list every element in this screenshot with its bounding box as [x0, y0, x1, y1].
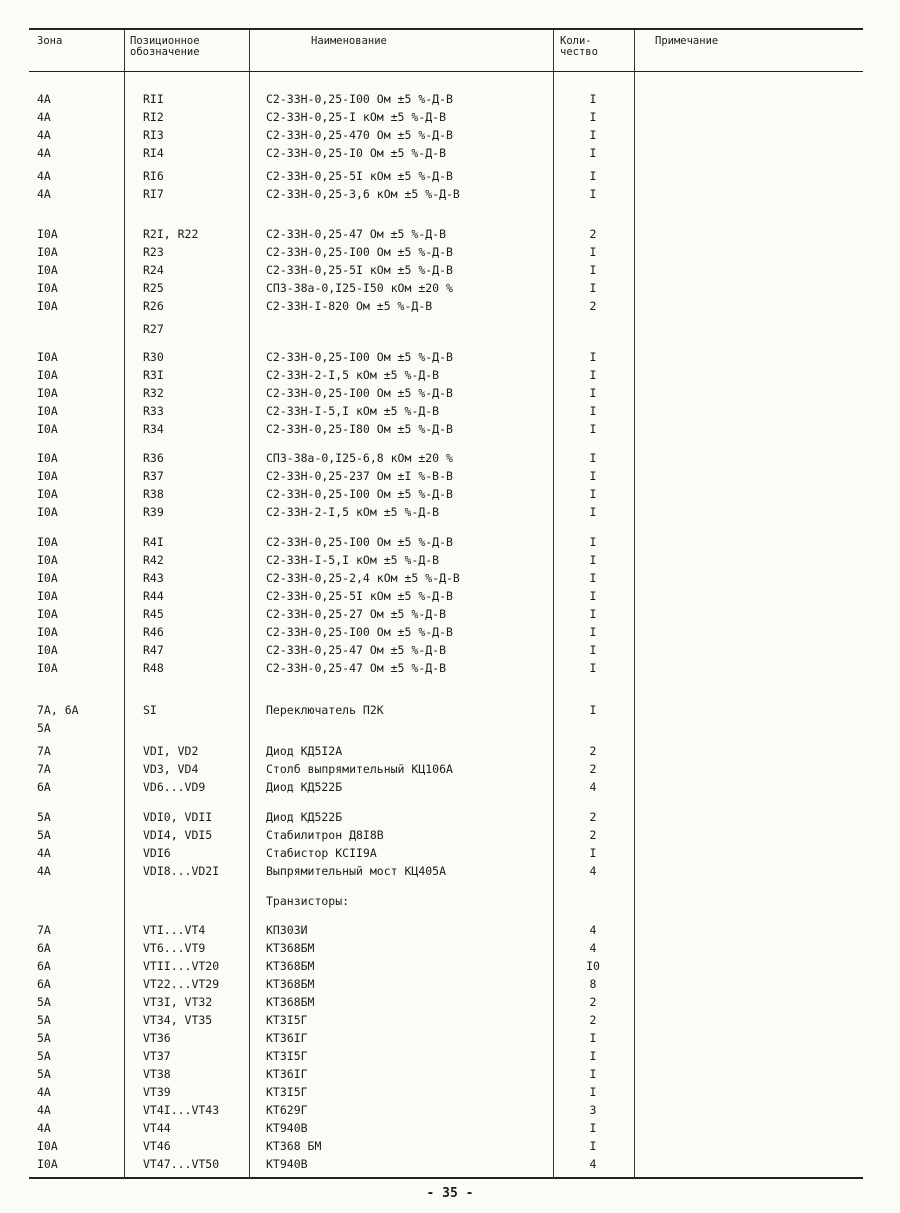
position-cell: R2I, R22	[143, 227, 199, 241]
table-row	[29, 760, 863, 778]
zone-cell: 4А	[37, 846, 51, 860]
name-cell: С2-33Н-0,25-5I кОм ±5 %-Д-В	[266, 263, 453, 277]
quantity-cell: I	[589, 404, 597, 418]
quantity-cell: I	[589, 469, 597, 483]
quantity-cell: 2	[589, 995, 597, 1009]
table-row	[29, 90, 863, 108]
table-row	[29, 1029, 863, 1047]
page-number: - 35 -	[426, 1186, 474, 1201]
header-name: Наименование	[311, 35, 387, 47]
name-cell: С2-33Н-I-5,I кОм ±5 %-Д-В	[266, 404, 440, 418]
position-cell: R46	[143, 625, 164, 639]
position-cell: RI2	[143, 110, 164, 124]
zone-cell: 5А	[37, 828, 51, 842]
position-cell: VT34, VT35	[143, 1013, 213, 1027]
name-cell: Выпрямительный мост КЦ405А	[266, 864, 447, 878]
position-cell: R43	[143, 571, 164, 585]
table-row	[29, 485, 863, 503]
zone-cell: I0А	[37, 422, 58, 436]
name-cell: КТ368БМ	[266, 995, 315, 1009]
table-row	[29, 1155, 863, 1173]
zone-cell: 7А	[37, 762, 51, 776]
position-cell: RI6	[143, 169, 164, 183]
table-row	[29, 778, 863, 796]
position-cell: R36	[143, 451, 164, 465]
position-cell: R27	[143, 322, 164, 336]
position-cell: VDI0, VDII	[143, 810, 213, 824]
zone-cell: 4А	[37, 864, 51, 878]
name-cell: СП3-38а-0,I25-I50 кОм ±20 %	[266, 281, 453, 295]
name-cell: КТ368БМ	[266, 941, 315, 955]
quantity-cell: I	[589, 1031, 597, 1045]
table-row	[29, 862, 863, 880]
position-cell: VT46	[143, 1139, 171, 1153]
zone-cell: I0А	[37, 625, 58, 639]
name-cell: С2-33Н-0,25-I00 Ом ±5 %-Д-В	[266, 350, 453, 364]
zone-cell: 4А	[37, 169, 51, 183]
zone-cell: 4А	[37, 92, 51, 106]
position-cell: RI3	[143, 128, 164, 142]
quantity-cell: I	[589, 571, 597, 585]
table-row	[29, 420, 863, 438]
zone-cell: 4А	[37, 1121, 51, 1135]
table-row	[29, 1119, 863, 1137]
position-cell: R42	[143, 553, 164, 567]
quantity-cell: I	[589, 146, 597, 160]
name-cell: Транзисторы:	[266, 894, 350, 908]
name-cell: С2-33Н-0,25-3,6 кОм ±5 %-Д-В	[266, 187, 460, 201]
table-row	[29, 939, 863, 957]
zone-cell: 4А	[37, 1085, 51, 1099]
name-cell: С2-33Н-2-I,5 кОм ±5 %-Д-В	[266, 368, 440, 382]
position-cell: R33	[143, 404, 164, 418]
name-cell: С2-33Н-0,25-I80 Ом ±5 %-Д-В	[266, 422, 453, 436]
quantity-cell: I	[589, 607, 597, 621]
quantity-cell: 2	[589, 828, 597, 842]
table-row	[29, 126, 863, 144]
zone-cell: I0А	[37, 263, 58, 277]
zone-cell: 6А	[37, 941, 51, 955]
table-row	[29, 993, 863, 1011]
name-cell: С2-33Н-I-820 Ом ±5 %-Д-В	[266, 299, 433, 313]
position-cell: VT39	[143, 1085, 171, 1099]
name-cell: С2-33Н-0,25-I0 Ом ±5 %-Д-В	[266, 146, 447, 160]
table-row	[29, 957, 863, 975]
quantity-cell: I	[589, 187, 597, 201]
table-row	[29, 551, 863, 569]
quantity-cell: I	[589, 422, 597, 436]
table-row	[29, 1011, 863, 1029]
zone-cell: I0А	[37, 227, 58, 241]
table-row	[29, 384, 863, 402]
quantity-cell: I	[589, 368, 597, 382]
zone-cell: 6А	[37, 959, 51, 973]
quantity-cell: I	[589, 846, 597, 860]
zone-cell: I0А	[37, 535, 58, 549]
table-row	[29, 1137, 863, 1155]
quantity-cell: 4	[589, 864, 597, 878]
name-cell: С2-33Н-0,25-I00 Ом ±5 %-Д-В	[266, 92, 453, 106]
quantity-cell: I	[589, 535, 597, 549]
name-cell: КТ368БМ	[266, 959, 315, 973]
name-cell: С2-33Н-0,25-27 Ом ±5 %-Д-В	[266, 607, 447, 621]
spec-table	[29, 28, 863, 1179]
zone-cell: I0А	[37, 350, 58, 364]
name-cell: С2-33Н-0,25-2,4 кОм ±5 %-Д-В	[266, 571, 460, 585]
position-cell: R26	[143, 299, 164, 313]
quantity-cell: 4	[589, 1157, 597, 1171]
name-cell: КТ36IГ	[266, 1067, 308, 1081]
zone-cell: I0А	[37, 643, 58, 657]
position-cell: R39	[143, 505, 164, 519]
name-cell: С2-33Н-0,25-I00 Ом ±5 %-Д-В	[266, 535, 453, 549]
position-cell: R34	[143, 422, 164, 436]
quantity-cell: I	[589, 110, 597, 124]
name-cell: Стабистор КСII9А	[266, 846, 377, 860]
table-row	[29, 167, 863, 185]
position-cell: R4I	[143, 535, 164, 549]
zone-cell: 6А	[37, 977, 51, 991]
name-cell: С2-33Н-2-I,5 кОм ±5 %-Д-В	[266, 505, 440, 519]
position-cell: RI7	[143, 187, 164, 201]
zone-cell: 5А	[37, 1067, 51, 1081]
name-cell: С2-33Н-0,25-5I кОм ±5 %-Д-В	[266, 169, 453, 183]
zone-cell: I0А	[37, 607, 58, 621]
table-row	[29, 1065, 863, 1083]
position-cell: VT3I, VT32	[143, 995, 213, 1009]
quantity-cell: I	[589, 386, 597, 400]
position-cell: VD3, VD4	[143, 762, 199, 776]
name-cell: Диод КД522Б	[266, 780, 343, 794]
position-cell: R30	[143, 350, 164, 364]
table-row	[29, 808, 863, 826]
zone-cell: I0А	[37, 386, 58, 400]
name-cell: КТ3I5Г	[266, 1085, 308, 1099]
name-cell: Стабилитрон Д8I8В	[266, 828, 384, 842]
quantity-cell: 4	[589, 923, 597, 937]
zone-cell: 5А	[37, 1031, 51, 1045]
position-cell: SI	[143, 703, 157, 717]
position-cell: VT44	[143, 1121, 171, 1135]
position-cell: RI4	[143, 146, 164, 160]
quantity-cell: I	[589, 128, 597, 142]
name-cell: С2-33Н-0,25-47 Ом ±5 %-Д-В	[266, 661, 447, 675]
table-row	[29, 641, 863, 659]
table-row	[29, 320, 863, 338]
name-cell: КТ368БМ	[266, 977, 315, 991]
table-row	[29, 185, 863, 203]
zone-cell: 5А	[37, 1013, 51, 1027]
zone-cell: 4А	[37, 110, 51, 124]
zone-cell: I0А	[37, 589, 58, 603]
table-row	[29, 503, 863, 521]
quantity-cell: 2	[589, 299, 597, 313]
zone-cell: 4А	[37, 146, 51, 160]
name-cell: СП3-38а-0,I25-6,8 кОм ±20 %	[266, 451, 453, 465]
position-cell: VDI8...VD2I	[143, 864, 220, 878]
name-cell: С2-33Н-0,25-47 Ом ±5 %-Д-В	[266, 227, 447, 241]
zone-cell: I0А	[37, 368, 58, 382]
position-cell: R24	[143, 263, 164, 277]
zone-cell: 4А	[37, 187, 51, 201]
zone-cell: 4А	[37, 128, 51, 142]
quantity-cell: I	[589, 1049, 597, 1063]
table-row	[29, 892, 863, 910]
quantity-cell: I	[589, 487, 597, 501]
zone-cell: I0А	[37, 299, 58, 313]
zone-cell: I0А	[37, 661, 58, 675]
quantity-cell: I	[589, 263, 597, 277]
name-cell: КТ940В	[266, 1121, 308, 1135]
table-row	[29, 225, 863, 243]
position-cell: VTII...VT20	[143, 959, 220, 973]
header-rule	[29, 71, 863, 72]
table-row	[29, 742, 863, 760]
position-cell: VDI6	[143, 846, 171, 860]
quantity-cell: I	[589, 1085, 597, 1099]
quantity-cell: 2	[589, 227, 597, 241]
name-cell: С2-33Н-0,25-I00 Ом ±5 %-Д-В	[266, 625, 453, 639]
zone-cell: 7А, 6А	[37, 703, 79, 717]
table-row	[29, 402, 863, 420]
position-cell: R23	[143, 245, 164, 259]
position-cell: VDI4, VDI5	[143, 828, 213, 842]
table-row	[29, 844, 863, 862]
zone-cell: I0А	[37, 1157, 58, 1171]
table-row	[29, 659, 863, 677]
table-row	[29, 144, 863, 162]
table-row	[29, 1083, 863, 1101]
name-cell: С2-33Н-0,25-470 Ом ±5 %-Д-В	[266, 128, 453, 142]
quantity-cell: 2	[589, 810, 597, 824]
zone-cell: 5А	[37, 721, 51, 735]
name-cell: Столб выпрямительный КЦ106А	[266, 762, 453, 776]
zone-cell: I0А	[37, 571, 58, 585]
name-cell: С2-33Н-0,25-5I кОм ±5 %-Д-В	[266, 589, 453, 603]
quantity-cell: I	[589, 281, 597, 295]
table-row	[29, 1047, 863, 1065]
position-cell: RII	[143, 92, 164, 106]
table-row	[29, 921, 863, 939]
quantity-cell: I	[589, 169, 597, 183]
quantity-cell: I	[589, 1067, 597, 1081]
name-cell: КТ3I5Г	[266, 1013, 308, 1027]
table-row	[29, 569, 863, 587]
zone-cell: 7А	[37, 744, 51, 758]
table-row	[29, 261, 863, 279]
table-row	[29, 533, 863, 551]
position-cell: R38	[143, 487, 164, 501]
quantity-cell: I	[589, 1121, 597, 1135]
name-cell: С2-33Н-0,25-237 Ом ±I %-В-В	[266, 469, 453, 483]
quantity-cell: I0	[586, 959, 600, 973]
position-cell: VT38	[143, 1067, 171, 1081]
table-row	[29, 449, 863, 467]
position-cell: VTI...VT4	[143, 923, 206, 937]
header-position: Позиционное обозначение	[130, 35, 200, 58]
quantity-cell: 4	[589, 941, 597, 955]
name-cell: С2-33Н-0,25-I00 Ом ±5 %-Д-В	[266, 386, 453, 400]
quantity-cell: I	[589, 643, 597, 657]
zone-cell: I0А	[37, 553, 58, 567]
name-cell: С2-33Н-0,25-I00 Ом ±5 %-Д-В	[266, 487, 453, 501]
quantity-cell: I	[589, 350, 597, 364]
name-cell: КТ36IГ	[266, 1031, 308, 1045]
table-row	[29, 719, 863, 737]
name-cell: КТ629Г	[266, 1103, 308, 1117]
quantity-cell: I	[589, 245, 597, 259]
table-row	[29, 467, 863, 485]
quantity-cell: I	[589, 505, 597, 519]
table-row	[29, 348, 863, 366]
table-row	[29, 366, 863, 384]
quantity-cell: 2	[589, 744, 597, 758]
zone-cell: I0А	[37, 469, 58, 483]
table-row	[29, 1101, 863, 1119]
zone-cell: I0А	[37, 245, 58, 259]
quantity-cell: I	[589, 451, 597, 465]
zone-cell: 5А	[37, 1049, 51, 1063]
position-cell: VT4I...VT43	[143, 1103, 220, 1117]
name-cell: КТ368 БМ	[266, 1139, 322, 1153]
name-cell: КТ940В	[266, 1157, 308, 1171]
name-cell: КП303И	[266, 923, 308, 937]
zone-cell: I0А	[37, 505, 58, 519]
position-cell: R37	[143, 469, 164, 483]
table-row	[29, 587, 863, 605]
table-row	[29, 108, 863, 126]
quantity-cell: I	[589, 589, 597, 603]
zone-cell: 5А	[37, 810, 51, 824]
position-cell: VT36	[143, 1031, 171, 1045]
position-cell: VT6...VT9	[143, 941, 206, 955]
header-zone: Зона	[37, 35, 63, 47]
quantity-cell: 2	[589, 1013, 597, 1027]
position-cell: R25	[143, 281, 164, 295]
quantity-cell: I	[589, 1139, 597, 1153]
position-cell: R32	[143, 386, 164, 400]
header-quantity: Коли- чество	[560, 35, 598, 58]
quantity-cell: I	[589, 625, 597, 639]
zone-cell: I0А	[37, 1139, 58, 1153]
quantity-cell: I	[589, 661, 597, 675]
quantity-cell: 8	[589, 977, 597, 991]
name-cell: Диод КД522Б	[266, 810, 343, 824]
position-cell: VDI, VD2	[143, 744, 199, 758]
name-cell: КТ3I5Г	[266, 1049, 308, 1063]
quantity-cell: 3	[589, 1103, 597, 1117]
zone-cell: I0А	[37, 404, 58, 418]
zone-cell: I0А	[37, 487, 58, 501]
position-cell: R48	[143, 661, 164, 675]
zone-cell: 7А	[37, 923, 51, 937]
name-cell: С2-33Н-0,25-I00 Ом ±5 %-Д-В	[266, 245, 453, 259]
zone-cell: I0А	[37, 451, 58, 465]
name-cell: С2-33Н-I-5,I кОм ±5 %-Д-В	[266, 553, 440, 567]
quantity-cell: I	[589, 92, 597, 106]
position-cell: VD6...VD9	[143, 780, 206, 794]
quantity-cell: I	[589, 553, 597, 567]
position-cell: R44	[143, 589, 164, 603]
table-row	[29, 623, 863, 641]
zone-cell: 6А	[37, 780, 51, 794]
position-cell: R47	[143, 643, 164, 657]
zone-cell: 4А	[37, 1103, 51, 1117]
position-cell: R3I	[143, 368, 164, 382]
table-row	[29, 605, 863, 623]
table-row	[29, 701, 863, 719]
position-cell: VT37	[143, 1049, 171, 1063]
position-cell: VT22...VT29	[143, 977, 220, 991]
name-cell: Переключатель П2К	[266, 703, 384, 717]
table-row	[29, 279, 863, 297]
zone-cell: I0А	[37, 281, 58, 295]
quantity-cell: I	[589, 703, 597, 717]
quantity-cell: 2	[589, 762, 597, 776]
name-cell: С2-33Н-0,25-47 Ом ±5 %-Д-В	[266, 643, 447, 657]
quantity-cell: 4	[589, 780, 597, 794]
table-row	[29, 297, 863, 315]
name-cell: Диод КД5I2А	[266, 744, 343, 758]
zone-cell: 5А	[37, 995, 51, 1009]
name-cell: С2-33Н-0,25-I кОм ±5 %-Д-В	[266, 110, 447, 124]
header-note: Примечание	[655, 35, 719, 47]
table-row	[29, 826, 863, 844]
position-cell: R45	[143, 607, 164, 621]
position-cell: VT47...VT50	[143, 1157, 220, 1171]
table-row	[29, 243, 863, 261]
table-row	[29, 975, 863, 993]
